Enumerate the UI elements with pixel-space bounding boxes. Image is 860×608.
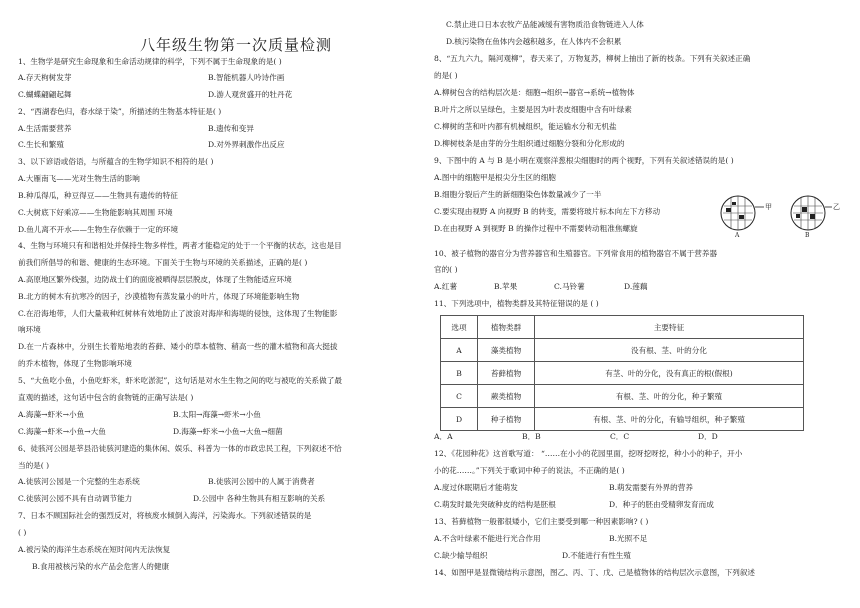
q10-option-c: C.马铃薯 xyxy=(554,282,585,291)
q9-stem: 9、下图中的 A 与 B 是小明在观察洋葱根尖细胞时的两个视野，下列有关叙述错误的是( ) xyxy=(434,156,734,165)
q4-option-c-1: C.在沿海地带，人们大量栽种红树林有效地防止了波浪对海岸和海堤的侵蚀，这体现了生物能影 xyxy=(18,309,338,318)
q4-stem-2: 前我们所倡导的和谐、健康的生态环境。下面关于生物与环境的关系描述，正确的是( ) xyxy=(18,258,308,267)
q13-option-a: A.不含叶绿素不能进行光合作用 xyxy=(434,534,541,543)
q7-stem-1: 7、日本不顾国际社会的强烈反对，将核废水倾倒入海洋，污染海水。下列叙述错误的是 xyxy=(18,511,312,520)
q7-option-b: B.食用被核污染的水产品会危害人的健康 xyxy=(32,562,170,571)
q10-stem-1: 10、被子植物的器官分为营养器官和生殖器官。下列常食用的植物器官不属于营养器 xyxy=(434,249,718,258)
q6-option-a: A.徒骇河公园是一个完整的生态系统 xyxy=(18,477,140,486)
plant-traits-table xyxy=(440,315,804,431)
q12-option-d: D．种子的胚由受精卵发育而成 xyxy=(609,500,714,509)
q7-option-a: A.被污染的海洋生态系统在短时间内无法恢复 xyxy=(18,545,171,554)
q11-option-b: B．B xyxy=(522,432,541,441)
table-cell: 蕨类植物 xyxy=(478,385,535,408)
table-header-cell: 选项 xyxy=(441,316,478,339)
q2-option-d: D.对外界刺激作出反应 xyxy=(208,140,285,149)
q3-stem: 3、以下谚语或俗语，与所蕴含的生物学知识不相符的是( ) xyxy=(18,157,214,166)
q3-option-c: C.大树底下好乘凉——生物能影响其周围 环境 xyxy=(18,208,173,217)
q4-option-d-1: D.在一片森林中，分别生长着贴地表的苔藓、矮小的草本植物、稍高一些的灌木植物和高大挺拔 xyxy=(18,342,338,351)
q12-option-c: C.萌发时最先突破种皮的结构是胚根 xyxy=(434,500,556,509)
q12-option-a: A.度过休眠期后才能萌发 xyxy=(434,483,518,492)
q8-option-c: C.柳树的茎和叶内都有机械组织，能运输水分和无机盐 xyxy=(434,122,617,131)
q1-option-b: B.智能机器人吟诗作画 xyxy=(208,73,285,82)
q6-option-d: D.公园中 各种生物具有相互影响的关系 xyxy=(193,494,326,503)
q10-option-b: B.苹果 xyxy=(494,282,518,291)
q1-option-c: C.蝴蝶翩翩起舞 xyxy=(18,90,72,99)
q12-option-b: B.萌发需要有外界的营养 xyxy=(609,483,693,492)
q4-option-a: A.高原地区繁外线强，边防战士们的面庞被晒得层层脱皮，体现了生物能适应环境 xyxy=(18,275,292,284)
q11-option-c: C．C xyxy=(610,432,630,441)
q2-option-b: B.遗传和变异 xyxy=(208,124,254,133)
q14-stem: 14、如图甲是显微镜结构示意图，图乙、丙、丁、戊、己是植物体的结构层次示意图，下列叙述 xyxy=(434,568,756,577)
page-title: 八年级生物第一次质量检测 xyxy=(140,36,333,54)
q9-option-b: B.细胞分裂后产生的新细胞染色体数量减少了一半 xyxy=(434,190,602,199)
q11-option-a: A．A xyxy=(434,432,453,441)
q13-option-b: B.光照不足 xyxy=(609,534,648,543)
q5-option-d: D.海藻→虾米→小鱼→大鱼→细菌 xyxy=(173,427,283,436)
table-cell: 有茎、叶的分化，没有真正的根(假根) xyxy=(535,362,804,385)
q10-option-d: D.莲藕 xyxy=(624,282,648,291)
table-header-cell: 植物类群 xyxy=(478,316,535,339)
q5-option-b: B.太阳→海藻→虾米→小鱼 xyxy=(173,410,261,419)
table-cell: 藻类植物 xyxy=(478,339,535,362)
q7-option-c: C.禁止进口日本农牧产品能减缓有害物质沿食物链进入人体 xyxy=(446,20,644,29)
q4-option-d-2: 的乔木植物，体现了生物影响环境 xyxy=(18,359,132,368)
q4-option-b: B.北方的树木有抗寒冷的因子，沙漠植物有蒸发量小的叶片，体现了环境能影响生物 xyxy=(18,292,300,301)
table-cell: 有根、茎、叶的分化，种子繁殖 xyxy=(535,385,804,408)
figure-label-yi: 乙 xyxy=(833,203,840,211)
q10-option-a: A.红薯 xyxy=(434,282,458,291)
figure-label-jia: 甲 xyxy=(765,203,772,211)
microscope-view-figure xyxy=(712,194,842,238)
q5-stem-1: 5、“大鱼吃小鱼，小鱼吃虾米，虾米吃淤泥”，这句话是对水生生物之间的吃与被吃的关系做了最 xyxy=(18,376,342,385)
table-header-row xyxy=(441,316,804,339)
q4-stem-1: 4、生物与环境只有和谐相处并保持生物多样性，两者才能稳定的处于一个平衡的状态，这也是目 xyxy=(18,241,342,250)
q11-stem: 11、下列选项中，植物类群及其特征错误的是 ( ) xyxy=(434,299,599,308)
q9-option-d: D.在由视野 A 到视野 B 的操作过程中不需要转动粗准焦螺旋 xyxy=(434,224,638,233)
q7-stem-2: ( ) xyxy=(18,528,27,537)
table-cell: C xyxy=(441,385,478,408)
q5-stem-2: 直观的描述，这句话中包含的食物链的正确写法是( ) xyxy=(18,393,194,402)
q7-option-d: D.核污染物在鱼体内会越积越多，在人体内不会积累 xyxy=(446,37,622,46)
table-header-cell: 主要特征 xyxy=(535,316,804,339)
q12-stem-1: 12、《花园种花》这首歌写道： “……在小小的花园里面，挖呀挖呀挖，种小小的种子，开小 xyxy=(434,449,743,458)
q5-option-a: A.海藻→虾米→小鱼 xyxy=(18,410,85,419)
q6-stem-1: 6、徒骇河公园是莘县沿徒骇河建造的集休闲、娱乐、科普为一体的市政忠民工程，下列叙述不恰 xyxy=(18,444,342,453)
table-cell: 苔藓植物 xyxy=(478,362,535,385)
q8-stem-1: 8、“五九六九，隔河观柳”，春天来了，万物复苏，柳树上抽出了新的枝条。下列有关叙述正确 xyxy=(434,54,751,63)
figure-label-b: B xyxy=(805,232,810,238)
q6-option-b: B.徒骇河公园中的人属于消费者 xyxy=(208,477,315,486)
figure-label-a: A xyxy=(735,232,740,238)
q11-options xyxy=(434,432,786,442)
q6-stem-2: 当的是( ) xyxy=(18,461,50,470)
q9-option-c: C.要实现由视野 A 向视野 B 的转变，需要将玻片标本向左下方移动 xyxy=(434,207,661,216)
q3-option-d: D.鱼儿离不开水——生物生存依赖于一定的环境 xyxy=(18,225,179,234)
q1-stem: 1、生物学是研究生命现象和生命活动规律的科学，下列不属于生命现象的是( ) xyxy=(18,57,282,66)
q13-option-d: D.不能进行有性生殖 xyxy=(562,551,631,560)
q6-option-c: C.徒骇河公园不具有自动调节能力 xyxy=(18,494,133,503)
q1-option-d: D.游人观赏盛开的牡丹花 xyxy=(208,90,293,99)
table-cell: 没有根、茎、叶的分化 xyxy=(535,339,804,362)
table-cell: 有根、茎、叶的分化，有输导组织，种子繁殖 xyxy=(535,408,804,431)
q13-option-c: C.缺少输导组织 xyxy=(434,551,488,560)
q8-option-b: B.叶片之所以呈绿色，主要是因为叶表皮细胞中含有叶绿素 xyxy=(434,105,632,114)
q12-stem-2: 小的花……。”下列关于歌词中种子的说法，不正确的是( ) xyxy=(434,466,625,475)
table-cell: D xyxy=(441,408,478,431)
q13-stem: 13、苔藓植物一般都很矮小，它们主要受到哪一种因素影响? ( ) xyxy=(434,517,649,526)
q3-option-a: A.大雁南飞——光对生物生活的影响 xyxy=(18,174,140,183)
q8-option-d: D.柳树枝条是由芽的分生组织通过细胞分裂和分化形成的 xyxy=(434,139,625,148)
table-row xyxy=(441,408,804,431)
q3-option-b: B.种瓜得瓜，种豆得豆——生物具有遗传的特征 xyxy=(18,191,178,200)
q4-option-c-2: 响环境 xyxy=(18,325,41,334)
q2-option-c: C.生长和繁殖 xyxy=(18,140,64,149)
table-cell: 种子植物 xyxy=(478,408,535,431)
q5-option-c: C.海藻→虾米→小鱼→大鱼 xyxy=(18,427,106,436)
q10-stem-2: 官的( ) xyxy=(434,265,458,274)
q9-option-a: A.图中的细胞甲是根尖分生区的细胞 xyxy=(434,173,556,182)
q11-option-d: D．D xyxy=(698,432,718,441)
q8-stem-2: 的是( ) xyxy=(434,71,458,80)
q2-option-a: A.生活需要营养 xyxy=(18,124,72,133)
table-row xyxy=(441,339,804,362)
table-cell: A xyxy=(441,339,478,362)
table-row xyxy=(441,362,804,385)
q2-stem: 2、“西湖春色归，春水绿于染”，所描述的生物基本特征是( ) xyxy=(18,107,222,116)
q8-option-a: A.柳树包含的结构层次是：细胞→组织→器官→系统→植物体 xyxy=(434,88,635,97)
table-cell: B xyxy=(441,362,478,385)
table-row xyxy=(441,385,804,408)
q1-option-a: A.存天枸树发芽 xyxy=(18,73,72,82)
